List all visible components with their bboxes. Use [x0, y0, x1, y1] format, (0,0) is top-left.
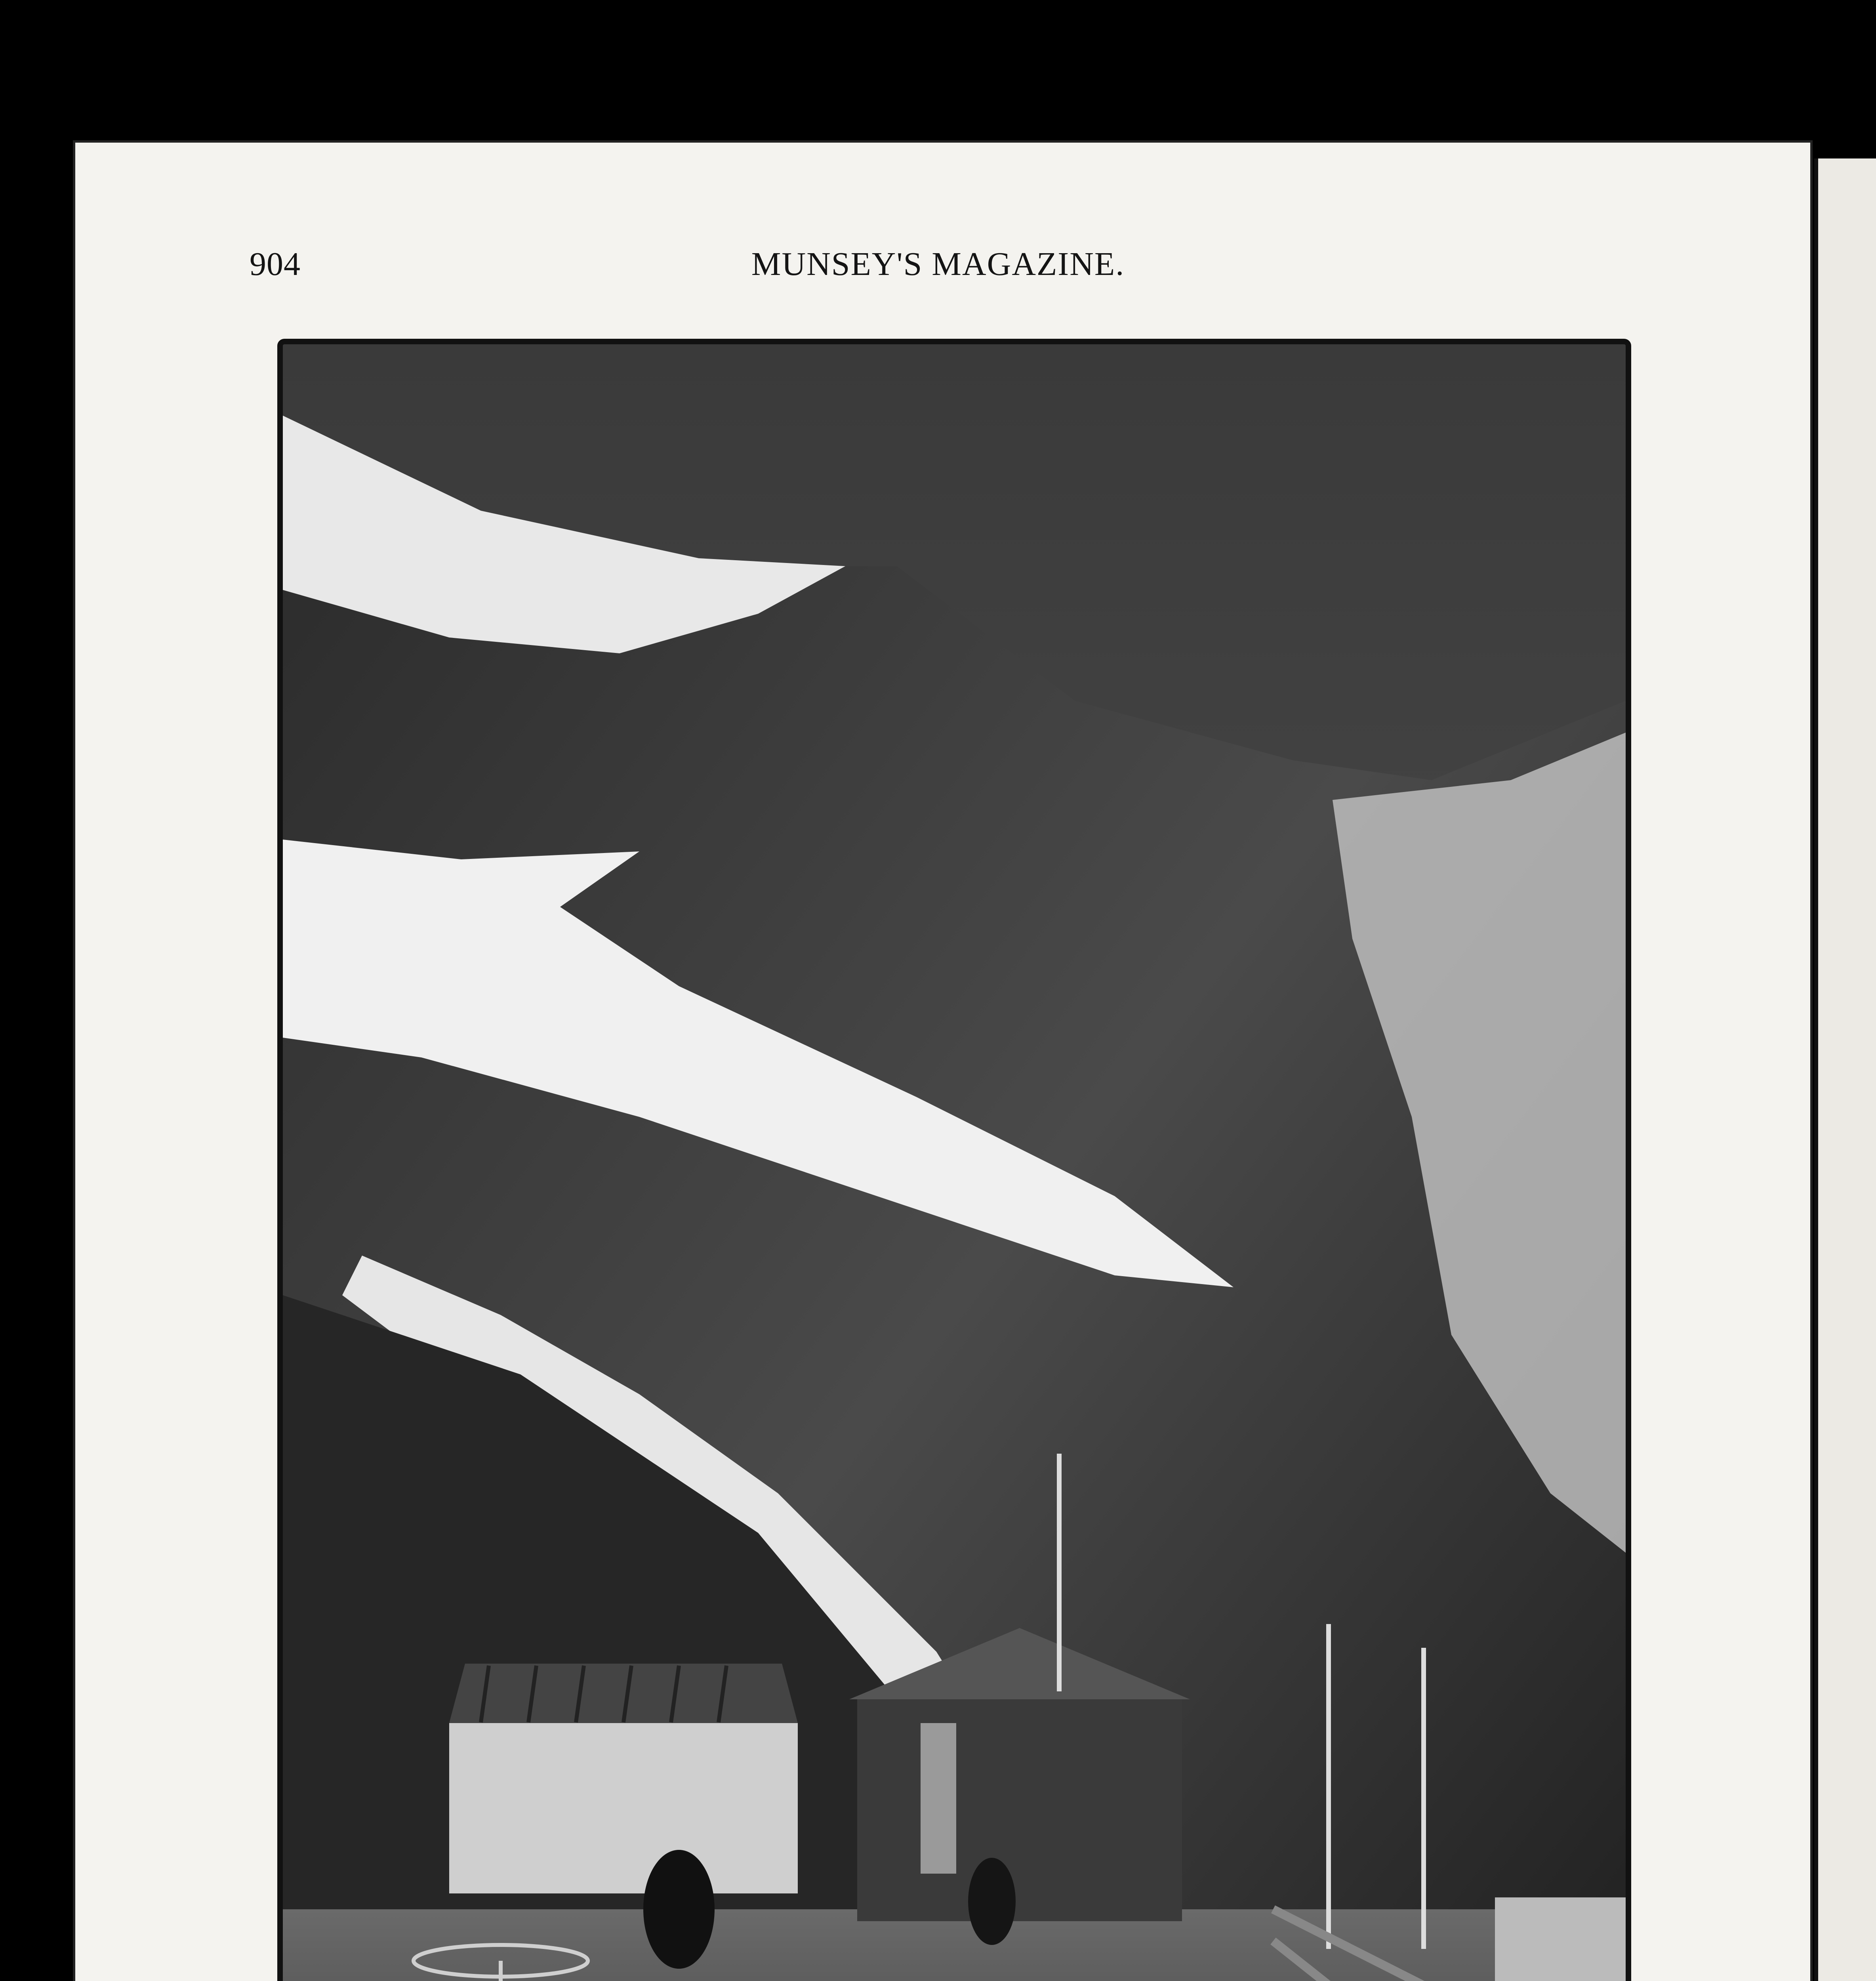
- station-hut-left: [449, 1723, 798, 1893]
- eiger-glacier-photograph: [277, 339, 1631, 1981]
- photo-illustration: [283, 344, 1626, 1981]
- page-number: 904: [250, 246, 301, 282]
- station-building: [857, 1699, 1182, 1921]
- small-house-right: [1495, 1897, 1626, 1981]
- figure-seated: [643, 1850, 715, 1969]
- adjacent-page-edge: [1814, 158, 1876, 1981]
- ladder: [921, 1723, 956, 1874]
- running-head-title: MUNSEY'S MAGAZINE.: [751, 246, 1125, 282]
- figure-standing: [968, 1858, 1016, 1945]
